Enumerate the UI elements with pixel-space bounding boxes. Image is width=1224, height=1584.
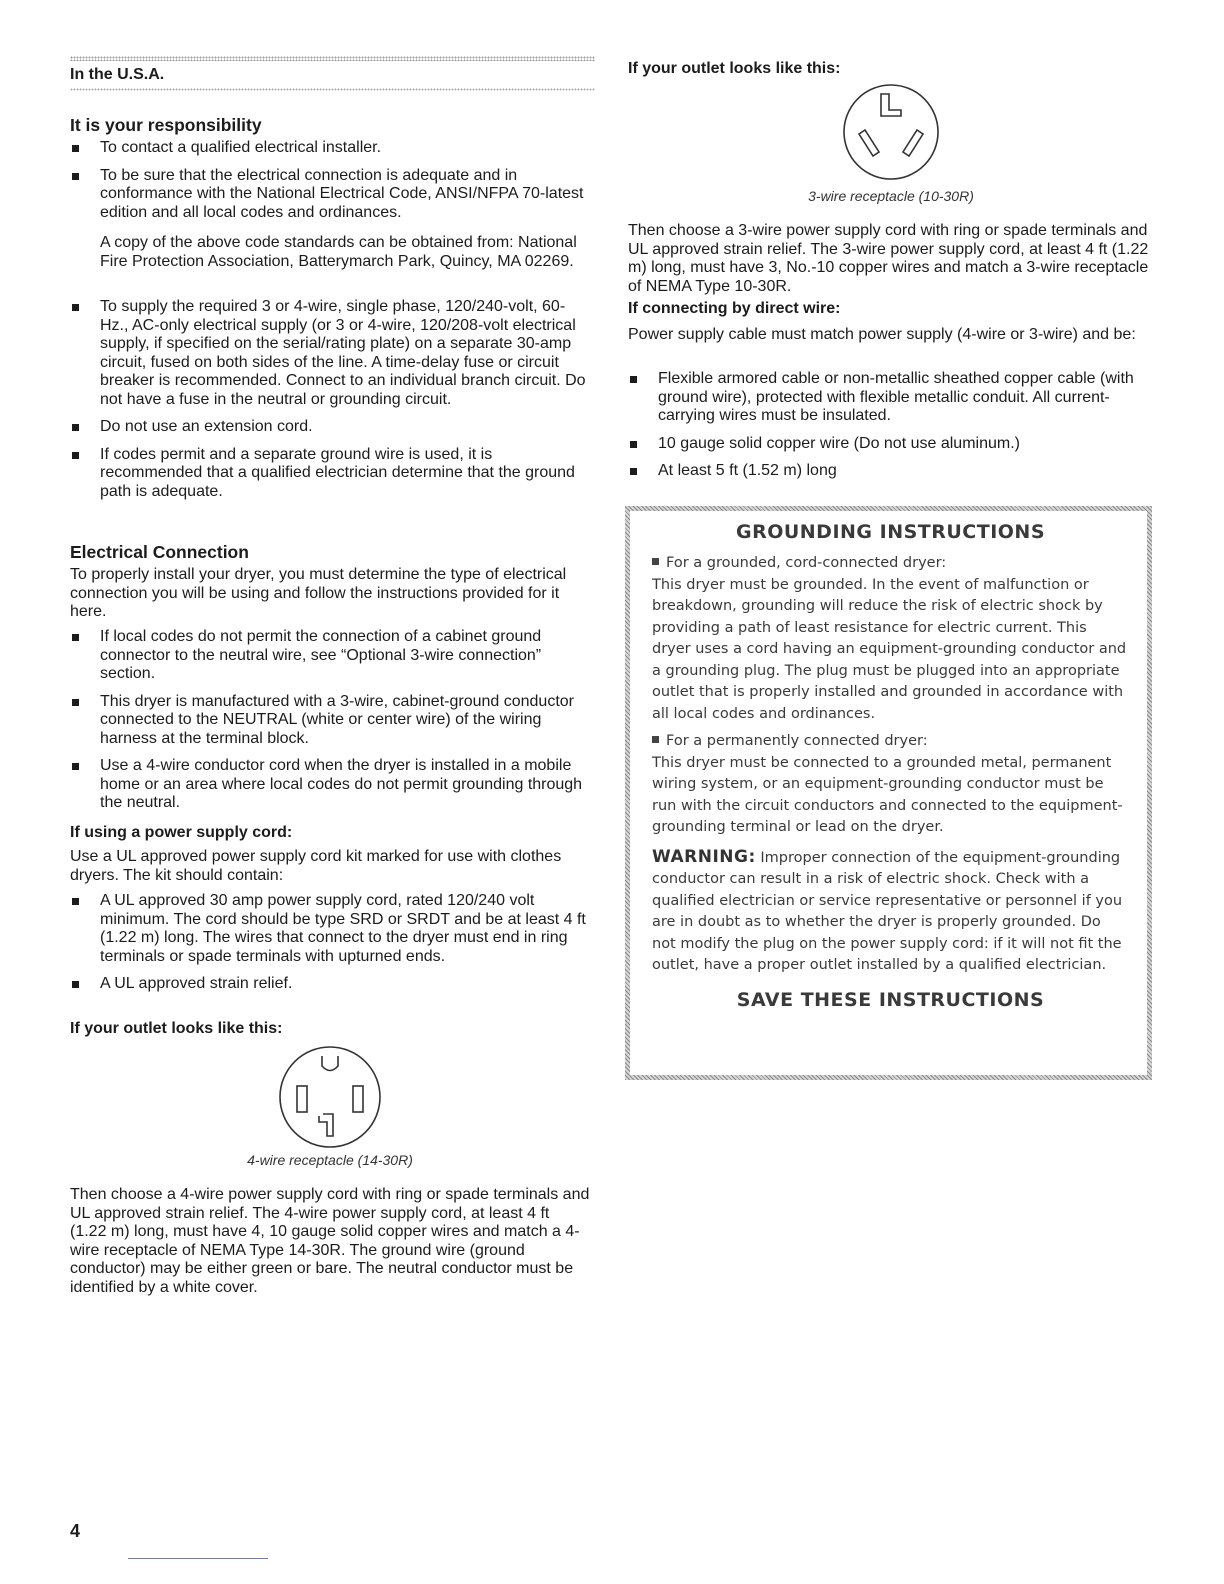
direct-wire-list <box>628 370 1154 490</box>
power-cord-intro: Use a UL approved power supply cord kit marked for use with clothes dryers. The kit should contain: <box>70 848 562 884</box>
list-item: To contact a qualified electrical installer. <box>70 139 590 158</box>
grounding-instructions-box <box>625 506 1152 1080</box>
warning-label: WARNING: <box>652 846 756 867</box>
list-item: A UL approved 30 amp power supply cord, rated 120/240 volt minimum. The cord should be type SRD or SRDT and be at least 4 ft (1.22 m) long. The wires that connect to the dryer must end in ring terminals or spade terminals with upturned ends. <box>70 892 590 966</box>
list-item: If local codes do not permit the connection of a cabinet ground connector to the neutral wire, see “Optional 3-wire connection” section. <box>70 628 590 684</box>
electrical-list <box>70 628 590 822</box>
outlet-heading-4wire: If your outlet looks like this: <box>70 1020 283 1037</box>
receptacle-3wire-figure <box>628 80 1154 189</box>
page-number: 4 <box>70 1521 81 1541</box>
code-copy-note: A copy of the above code standards can be obtained from: National Fire Protection Association, Batterymarch Park, Quincy, MA 02269. <box>100 234 577 270</box>
dotted-rule-bottom <box>70 88 595 91</box>
responsibility-list-2 <box>70 298 590 510</box>
receptacle-4wire-figure <box>70 1042 590 1157</box>
four-wire-text: Then choose a 4-wire power supply cord with ring or spade terminals and UL approved strain relief. The 4-wire power supply cord, at least 4 ft (1.22 m) long, must have 4, 10 gauge solid copper wires and match a 4-wire receptacle of NEMA Type 14-30R. The ground wire (ground conductor) may be either green or bare. The neutral conductor must be identified by a white cover. <box>70 1186 590 1296</box>
list-item: Use a 4-wire conductor cord when the dryer is installed in a mobile home or an area where local codes do not permit grounding through the neutral. <box>70 757 590 813</box>
grounding-title: GROUNDING INSTRUCTIONS <box>735 521 1046 543</box>
three-wire-text: Then choose a 3-wire power supply cord with ring or spade terminals and UL approved strain relief. The 3-wire power supply cord, at least 4 ft (1.22 m) long, must have 3, No.-10 copper wires and match a 3-wire receptacle of NEMA Type 10-30R. <box>628 222 1149 295</box>
list-item: This dryer is manufactured with a 3-wire, cabinet-ground conductor connected to the NEUTRAL (white or center wire) of the wiring harness at the terminal block. <box>70 693 590 749</box>
power-cord-list <box>70 892 590 1003</box>
cord-connected-heading <box>652 553 1129 575</box>
electrical-heading: Electrical Connection <box>70 542 249 562</box>
list-item: To be sure that the electrical connection is adequate and in conformance with the National Electrical Code, ANSI/NFPA 70-latest edition and all local codes and ordinances. <box>70 167 590 223</box>
list-item: 10 gauge solid copper wire (Do not use aluminum.) <box>628 435 1154 454</box>
direct-wire-heading: If connecting by direct wire: <box>628 300 841 317</box>
list-item: Do not use an extension cord. <box>70 418 590 437</box>
list-item: At least 5 ft (1.52 m) long <box>628 462 1154 481</box>
list-item: Flexible armored cable or non-metallic sheathed copper cable (with ground wire), protected with flexible metallic conduit. All current-carrying wires must be insulated. <box>628 370 1154 426</box>
region-label: In the U.S.A. <box>70 66 165 83</box>
outlet-heading-3wire: If your outlet looks like this: <box>628 60 841 77</box>
cord-connected-heading-text: For a grounded, cord-connected dryer: <box>666 555 947 571</box>
list-item: If codes permit and a separate ground wire is used, it is recommended that a qualified electrician determine that the ground path is adequate. <box>70 446 590 502</box>
list-item: A UL approved strain relief. <box>70 975 590 994</box>
warning-paragraph <box>652 847 1129 977</box>
power-cord-heading: If using a power supply cord: <box>70 824 293 841</box>
receptacle-4wire-caption: 4-wire receptacle (14-30R) <box>247 1152 413 1168</box>
bullet-square-icon <box>652 736 659 743</box>
responsibility-list <box>70 139 590 236</box>
electrical-intro: To properly install your dryer, you must determine the type of electrical connection you will be using and follow the instructions provided for it here. <box>70 566 567 620</box>
footer-rule <box>128 1558 268 1559</box>
save-instructions: SAVE THESE INSTRUCTIONS <box>736 988 1045 1011</box>
receptacle-10-30r-icon <box>839 80 943 184</box>
permanent-heading-text: For a permanently connected dryer: <box>666 733 928 749</box>
list-item: To supply the required 3 or 4-wire, single phase, 120/240-volt, 60-Hz., AC-only electrical supply (or 3 or 4-wire, 120/208-volt electrical supply, if specified on the serial/rating plate) on a separate 30-amp circuit, fused on both sides of the line. A time-delay fuse or circuit breaker is recommended. Connect to an individual branch circuit. Do not have a fuse in the neutral or grounding circuit. <box>70 298 590 409</box>
direct-wire-intro: Power supply cable must match power supply (4-wire or 3-wire) and be: <box>628 326 1136 343</box>
receptacle-14-30r-icon <box>275 1042 385 1152</box>
receptacle-3wire-caption: 3-wire receptacle (10-30R) <box>808 188 974 204</box>
warning-text: Improper connection of the equipment-grounding conductor can result in a risk of electric shock. Check with a qualified electrician or service representative or personnel if you are in doubt as to whether the dryer is properly grounded. Do not modify the plug on the power supply cord: if it will not fit the outlet, have a proper outlet installed by a qualified electrician. <box>652 849 1123 973</box>
section-header <box>70 56 595 91</box>
permanent-heading <box>652 731 1129 753</box>
permanent-text: This dryer must be connected to a grounded metal, permanent wiring system, or an equipment-grounding conductor must be run with the circuit conductors and connected to the equipment-grounding terminal or lead on the dryer. <box>652 754 1123 835</box>
cord-connected-text: This dryer must be grounded. In the event of malfunction or breakdown, grounding will reduce the risk of electric shock by providing a path of least resistance for electric current. This dryer uses a cord having an equipment-grounding conductor and a grounding plug. The plug must be plugged into an appropriate outlet that is properly installed and grounded in accordance with all local codes and ordinances. <box>652 576 1127 722</box>
responsibility-heading: It is your responsibility <box>70 115 262 135</box>
bullet-square-icon <box>652 558 659 565</box>
